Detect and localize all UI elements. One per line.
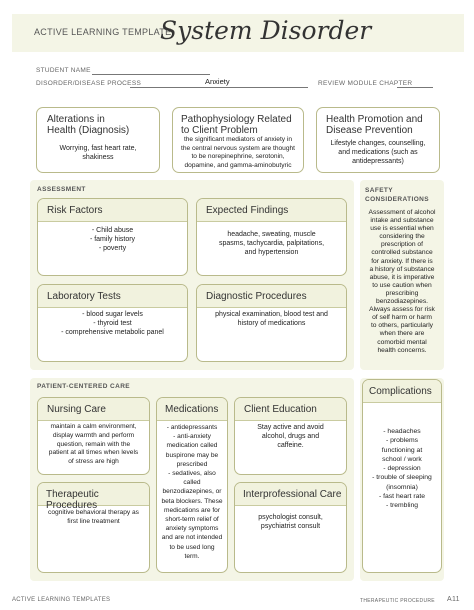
pathophysiology-title: Pathophysiology Related to Client Problem	[181, 114, 292, 136]
alterations-title: Alterations in Health (Diagnosis)	[47, 114, 130, 136]
alterations-card	[36, 107, 160, 173]
therapeutic-procedures-title: Therapeutic Procedures	[46, 489, 99, 511]
laboratory-tests-card	[37, 284, 188, 362]
pathophysiology-card	[172, 107, 304, 173]
expected-findings-body[interactable]: headache, sweating, muscle spasms, tachycardia, palpitations, and hypertension	[218, 231, 325, 257]
health-promotion-card	[316, 107, 440, 173]
pathophysiology-body[interactable]: the significant mediators of anxiety in the central nervous system are thought to be norepinephrine, serotonin, dopamine, and gamma-aminobutyric	[181, 136, 295, 169]
complications-card	[362, 379, 442, 573]
risk-factors-body[interactable]: - Child abuse - family history - poverty	[89, 227, 136, 253]
interprofessional-care-card	[234, 482, 347, 573]
disorder-field-line	[130, 87, 308, 88]
medications-body[interactable]: - antidepressants - anti-anxiety medication called buspirone may be prescribed - sedatives, also called benzodiazepines, or beta blockers. These medications are for short-term relief of anxiety symptoms and are not intended to be used long term.	[161, 424, 223, 560]
footer-right-label: THERAPEUTIC PROCEDURE	[360, 598, 435, 604]
interprofessional-care-body[interactable]: psychologist consult, psychiatrist consult	[258, 514, 323, 531]
therapeutic-procedures-body[interactable]: cognitive behavioral therapy as first line treatment	[48, 509, 139, 526]
alterations-body[interactable]: Worrying, fast heart rate, shakiness	[59, 145, 137, 162]
nursing-care-body[interactable]: maintain a calm environment, display warmth and perform question, remain with the patient at all times when levels of stress are high	[48, 423, 139, 466]
risk-factors-title: Risk Factors	[47, 205, 103, 216]
assessment-label: ASSESSMENT	[37, 186, 86, 193]
diagnostic-procedures-body[interactable]: physical examination, blood test and history of medications	[215, 311, 328, 328]
disorder-label: DISORDER/DISEASE PROCESS	[36, 80, 142, 87]
client-education-card	[234, 397, 347, 475]
patient-care-label: PATIENT-CENTERED CARE	[37, 383, 131, 390]
page-number: A11	[447, 596, 460, 603]
therapeutic-procedures-card	[37, 482, 150, 573]
laboratory-tests-title: Laboratory Tests	[47, 291, 121, 302]
client-education-body[interactable]: Stay active and avoid alcohol, drugs and caffeine.	[257, 424, 324, 450]
diagnostic-procedures-title: Diagnostic Procedures	[206, 291, 307, 302]
diagnostic-procedures-card	[196, 284, 347, 362]
disorder-field[interactable]: Anxiety	[205, 77, 230, 86]
page-title: System Disorder	[160, 16, 372, 45]
medications-card	[156, 397, 228, 573]
risk-factors-card	[37, 198, 188, 276]
health-promotion-title: Health Promotion and Disease Prevention	[326, 114, 423, 136]
expected-findings-title: Expected Findings	[206, 205, 289, 216]
student-name-field[interactable]	[92, 74, 210, 75]
nursing-care-card	[37, 397, 150, 475]
module-field[interactable]	[397, 87, 433, 88]
student-name-label: STUDENT NAME	[36, 67, 91, 74]
health-promotion-body[interactable]: Lifestyle changes, counselling, and medications (such as antidepressants)	[330, 140, 426, 166]
expected-findings-card	[196, 198, 347, 276]
complications-title: Complications	[369, 386, 432, 397]
nursing-care-title: Nursing Care	[47, 404, 106, 415]
complications-body[interactable]: - headaches - problems functioning at school / work - depression - trouble of sleeping (insomnia) - fast heart rate - trembling	[372, 428, 432, 510]
safety-label: SAFETY CONSIDERATIONS	[365, 187, 429, 203]
laboratory-tests-body[interactable]: - blood sugar levels - thyroid test - comprehensive metabolic panel	[61, 311, 164, 337]
module-label: REVIEW MODULE CHAPTER	[318, 80, 413, 87]
footer-left: ACTIVE LEARNING TEMPLATES	[12, 597, 111, 603]
template-label: ACTIVE LEARNING TEMPLATE:	[34, 27, 175, 37]
safety-body[interactable]: Assessment of alcohol intake and substance use is essential when considering the prescription of controlled substance for anxiety. If there is a history of substance abuse, it is imperative to use caution when prescribing benzodiazepines. Always assess for risk of self harm or harm to others, particularly when there are comorbid mental health concerns.	[368, 209, 436, 354]
interprofessional-care-title: Interprofessional Care	[243, 489, 342, 500]
medications-title: Medications	[165, 404, 219, 415]
client-education-title: Client Education	[244, 404, 317, 415]
